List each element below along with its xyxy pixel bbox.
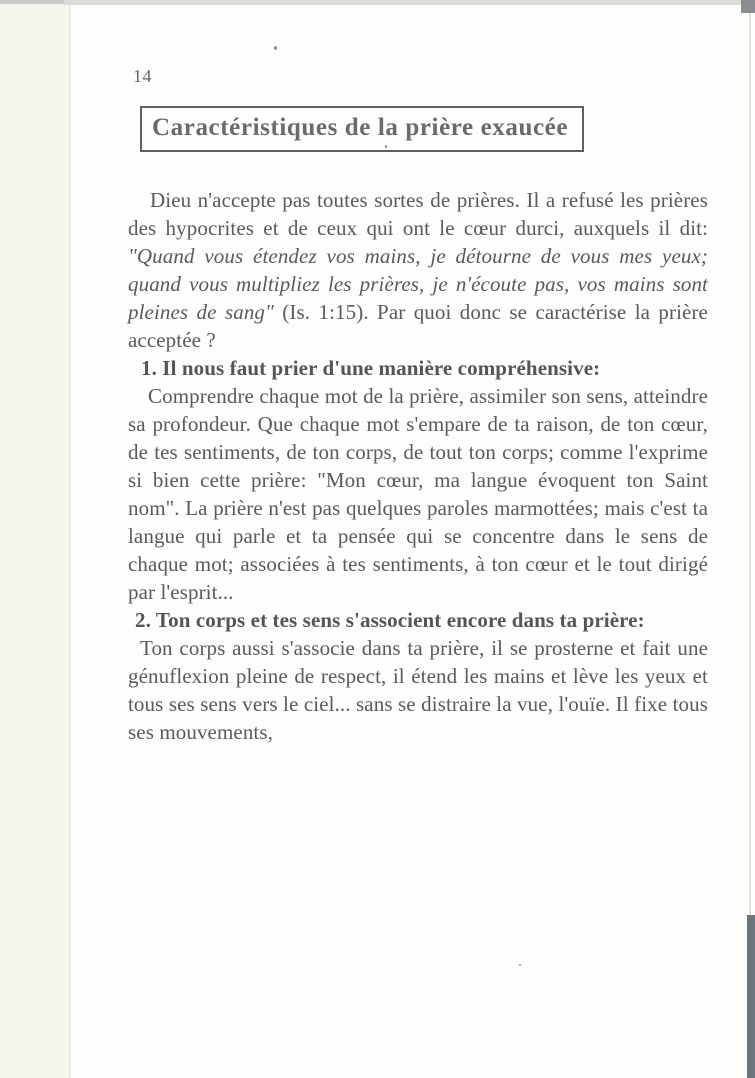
scan-corner-artifact [741, 0, 755, 13]
scan-speck [519, 964, 521, 966]
scan-bottom-right-strip [747, 915, 755, 1078]
intro-text-before-quote: Dieu n'accepte pas toutes sortes de prières. Il a refusé les prières des hypocrites et de ceux qui ont le cœur durci, auxquels il dit: [128, 188, 708, 240]
page-content [128, 0, 708, 746]
section-2-heading: 2. Ton corps et tes sens s'associent encore dans ta prière: [135, 608, 645, 632]
intro-text-after-quote: (Is. 1:15). Par quoi donc se caractérise la prière acceptée ? [128, 300, 708, 352]
scan-right-edge-line [749, 13, 751, 915]
body-text [128, 186, 708, 746]
scan-left-margin [0, 0, 71, 1078]
section-1-paragraph: Comprendre chaque mot de la prière, assimiler son sens, atteindre sa profondeur. Que chaque mot s'empare de ta raison, de ton cœur, de tes sentiments, de ton corps, de tout ton corps; comme l'exprime si bien cette prière: "Mon cœur, ma langue évoquent ton Saint nom". La prière n'est pas quelques paroles marmottées; mais c'est ta langue qui parle et ta pensée qui se concentre dans le sens de chaque mot; associées à tes sentiments, à ton cœur et le tout dirigé par l'esprit... [128, 384, 708, 604]
scan-top-left-edge [0, 0, 64, 4]
scripture-quote-italic: "Quand vous étendez vos mains, je détourne de vous mes yeux; quand vous multipliez les prières, je n'écoute pas, vos mains sont pleines de sang" [128, 244, 708, 324]
page-number: 14 [133, 66, 152, 86]
section-1-heading: 1. Il nous faut prier d'une manière compréhensive: [141, 356, 601, 380]
title-box [140, 106, 584, 152]
page-title: Caractéristiques de la prière exaucée [152, 114, 569, 141]
section-2-paragraph: Ton corps aussi s'associe dans ta prière, il se prosterne et fait une génuflexion pleine de respect, il étend les mains et lève les yeux et tous ses sens vers le ciel... sans se distraire la vue, l'ouïe. Il fixe tous ses mouvements, [128, 636, 708, 744]
intro-paragraph [128, 186, 708, 354]
